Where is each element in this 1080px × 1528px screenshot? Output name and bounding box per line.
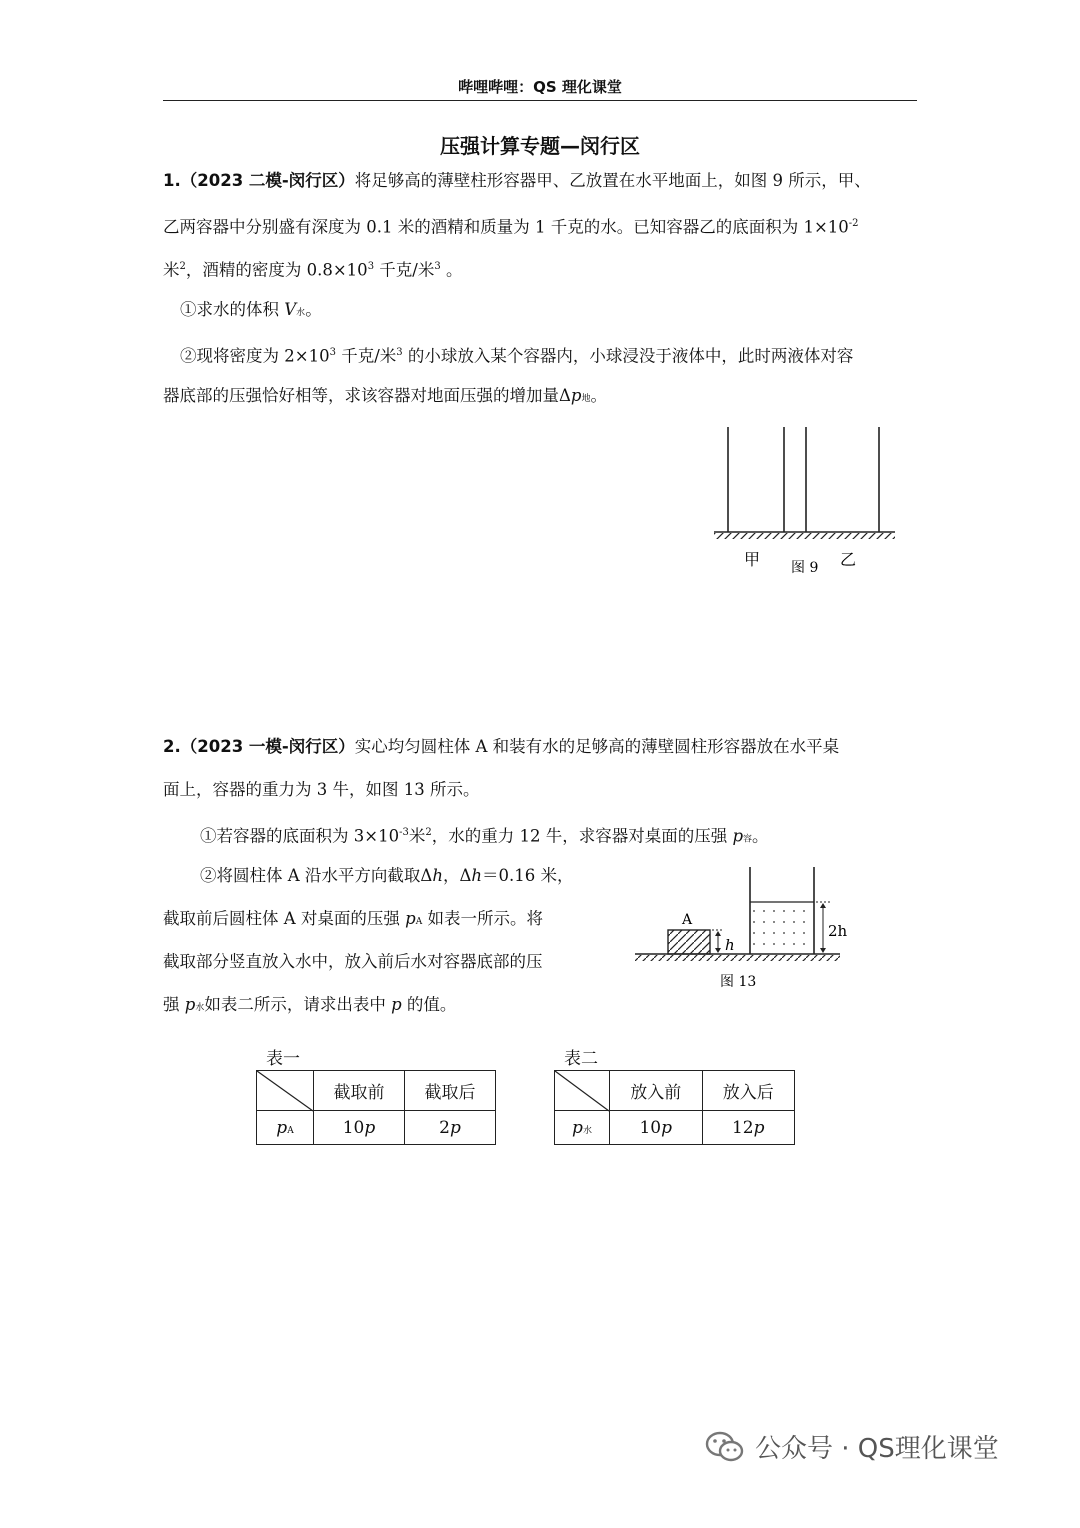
table-2-value-before-num: 10 — [639, 1117, 662, 1138]
q2-sub1-sup-b: 2 — [425, 827, 432, 838]
q1-sub1-var: V — [284, 300, 297, 319]
q2-subquestion-2-line-3: 截取部分竖直放入水中，放入前后水对容器底部的压 — [163, 952, 543, 971]
figure-9-diagram — [700, 420, 910, 585]
table-1-data-row — [257, 1111, 496, 1145]
q2-subquestion-2-line-1 — [200, 854, 574, 897]
document-title: 压强计算专题—闵行区 — [440, 134, 640, 158]
q1-sup-3a: 2 — [179, 261, 186, 272]
table-2 — [554, 1070, 795, 1145]
q1-sup-3c: 3 — [434, 261, 441, 272]
table-2-header-row — [555, 1071, 795, 1111]
q2-subquestion-2-line-2 — [163, 897, 543, 944]
table-1 — [256, 1070, 496, 1145]
q1-sub2-line2-end: 。 — [590, 386, 607, 405]
q1-line-2 — [163, 202, 859, 249]
q2-text-1: 实心均匀圆柱体 A 和装有水的足够高的薄壁圆柱形容器放在水平桌 — [354, 737, 840, 756]
table-2-header-after: 放入后 — [702, 1071, 795, 1111]
table-1-value-before-var: p — [364, 1117, 376, 1138]
q1-line-3 — [163, 245, 463, 292]
table-1-row-var: p — [276, 1117, 288, 1138]
q1-sub2-subscript: 地 — [581, 394, 591, 404]
table-1-header-row — [257, 1071, 496, 1111]
figure-13-caption: 图 13 — [720, 974, 757, 990]
figure-9-caption: 图 9 — [791, 560, 819, 576]
label-2h: 2h — [828, 922, 848, 940]
table-2-value-before-var: p — [661, 1117, 673, 1138]
page-header: 哔哩哔哩：QS 理化课堂 — [458, 78, 622, 96]
q2-subquestion-2-line-4 — [163, 983, 456, 1030]
q1-sub1-subscript: 水 — [296, 308, 306, 318]
q1-text-3d: 。 — [440, 260, 463, 280]
q2-line-1 — [163, 725, 839, 768]
label-h: h — [725, 936, 735, 954]
figure-13-diagram — [630, 862, 848, 992]
label-jia: 甲 — [744, 550, 761, 569]
q1-text-3a: 米 — [163, 260, 180, 280]
table-1-value-after — [405, 1111, 496, 1145]
q2-sub2-l1-c: ＝0.16 米， — [482, 866, 574, 885]
table-1-row-label — [257, 1111, 314, 1145]
table-2-value-after-var: p — [753, 1117, 765, 1138]
q1-text-3c: 千克/米 — [374, 260, 435, 280]
table-2-value-after-num: 12 — [731, 1117, 754, 1138]
q1-sub2-var: p — [570, 386, 582, 405]
table-2-value-after — [702, 1111, 795, 1145]
table-2-value-before — [610, 1111, 703, 1145]
q2-sub1-end: 。 — [752, 826, 769, 846]
header-divider — [163, 100, 917, 101]
q1-sub2-text-c: 的小球放入某个容器内，小球浸没于液体中，此时两液体对容 — [402, 346, 854, 366]
table-2-row-sub: 水 — [582, 1125, 592, 1136]
table-1-value-before — [314, 1111, 405, 1145]
q2-label: 2.（2023 一模-闵行区） — [163, 737, 355, 756]
q1-subquestion-2-cont — [163, 374, 607, 421]
cylinder-a — [668, 930, 710, 954]
table-1-corner — [257, 1071, 314, 1111]
q2-sub2-l4-subscript: 水 — [195, 1003, 205, 1013]
q1-sub2-line2-text: 器底部的压强恰好相等，求该容器对地面压强的增加量Δ — [163, 386, 571, 405]
q1-text-3b: ，酒精的密度为 0.8×10 — [185, 260, 368, 280]
q2-sub2-l4-a: 强 — [163, 995, 185, 1014]
table-1-header-after: 截取后 — [405, 1071, 496, 1111]
q1-line-1 — [163, 159, 871, 202]
q1-sub2-text-b: 千克/米 — [335, 346, 397, 366]
q1-sup-3b: 3 — [367, 261, 375, 272]
q1-sub1-end: 。 — [305, 300, 322, 319]
q2-sub1-text-c: ，水的重力 12 牛，求容器对桌面的压强 — [431, 826, 733, 846]
water — [752, 904, 812, 954]
table-1-value-after-var: p — [449, 1117, 461, 1138]
table-1-diagonal — [257, 1071, 313, 1111]
table-2-row-label — [555, 1111, 610, 1145]
q1-sub1-text: ①求水的体积 — [180, 300, 285, 319]
q2-sub2-l1-var1: h — [432, 866, 443, 885]
q2-sub2-l1-b: ，Δ — [442, 866, 472, 885]
q2-sub2-l4-b: 如表二所示，请求出表中 — [204, 995, 392, 1014]
q2-sub2-l2-b: 如表一所示。将 — [422, 909, 543, 928]
q2-sub1-sup-a: -3 — [399, 827, 409, 838]
wechat-watermark — [705, 1428, 999, 1465]
table-1-header-before: 截取前 — [314, 1071, 405, 1111]
table-1-label: 表一 — [266, 1049, 300, 1069]
table-1-value-after-num: 2 — [439, 1117, 450, 1138]
ground-hatch — [714, 533, 895, 539]
table-2-diagonal — [555, 1071, 609, 1111]
q1-sub2-text-a: ②现将密度为 2×10 — [180, 346, 330, 366]
table-2-row-var: p — [572, 1117, 583, 1138]
q2-sub2-l1-var2: h — [471, 866, 483, 885]
q2-sub2-l4-var2: p — [391, 995, 402, 1014]
q1-sup-2: -2 — [848, 218, 859, 229]
table-1-row-sub: A — [287, 1125, 294, 1136]
table-2-corner — [555, 1071, 610, 1111]
label-a: A — [682, 912, 693, 928]
q1-text-2: 乙两容器中分别盛有深度为 0.1 米的酒精和质量为 1 千克的水。已知容器乙的底面积为 1×10 — [163, 217, 849, 237]
q1-subquestion-1 — [180, 288, 322, 335]
q2-sub2-l2-a: 截取前后圆柱体 A 对桌面的压强 — [163, 909, 406, 928]
q2-sub2-l2-subscript: A — [415, 917, 423, 927]
q2-sub2-l4-c: 的值。 — [401, 995, 457, 1014]
q1-text-1: 将足够高的薄壁柱形容器甲、乙放置在水平地面上，如图 9 所示，甲、 — [354, 171, 871, 190]
q2-sub1-text-a: ①若容器的底面积为 3×10 — [200, 826, 400, 846]
q2-sub1-subscript: 容 — [743, 834, 753, 845]
q1-label: 1.（2023 二模-闵行区） — [163, 171, 355, 190]
q2-sub2-l4-var: p — [184, 995, 196, 1014]
table-2-label: 表二 — [564, 1049, 598, 1069]
q2-sub2-l2-var: p — [405, 909, 416, 928]
table-hatch — [635, 955, 840, 961]
q1-sub2-sup-a: 3 — [329, 347, 336, 358]
watermark-text: 公众号 · QS理化课堂 — [755, 1434, 999, 1464]
wechat-icon — [705, 1430, 745, 1464]
q1-subquestion-2 — [180, 331, 853, 378]
q2-line-2: 面上，容器的重力为 3 牛，如图 13 所示。 — [163, 780, 480, 799]
q2-sub1-var: p — [732, 826, 743, 846]
q2-sub2-l1-a: ②将圆柱体 A 沿水平方向截取Δ — [200, 866, 433, 885]
label-yi: 乙 — [840, 550, 857, 569]
table-2-header-before: 放入前 — [610, 1071, 703, 1111]
table-1-value-before-num: 10 — [342, 1117, 365, 1138]
q1-sub2-sup-b: 3 — [396, 347, 403, 358]
table-2-data-row — [555, 1111, 795, 1145]
q2-sub1-text-b: 米 — [408, 826, 426, 846]
